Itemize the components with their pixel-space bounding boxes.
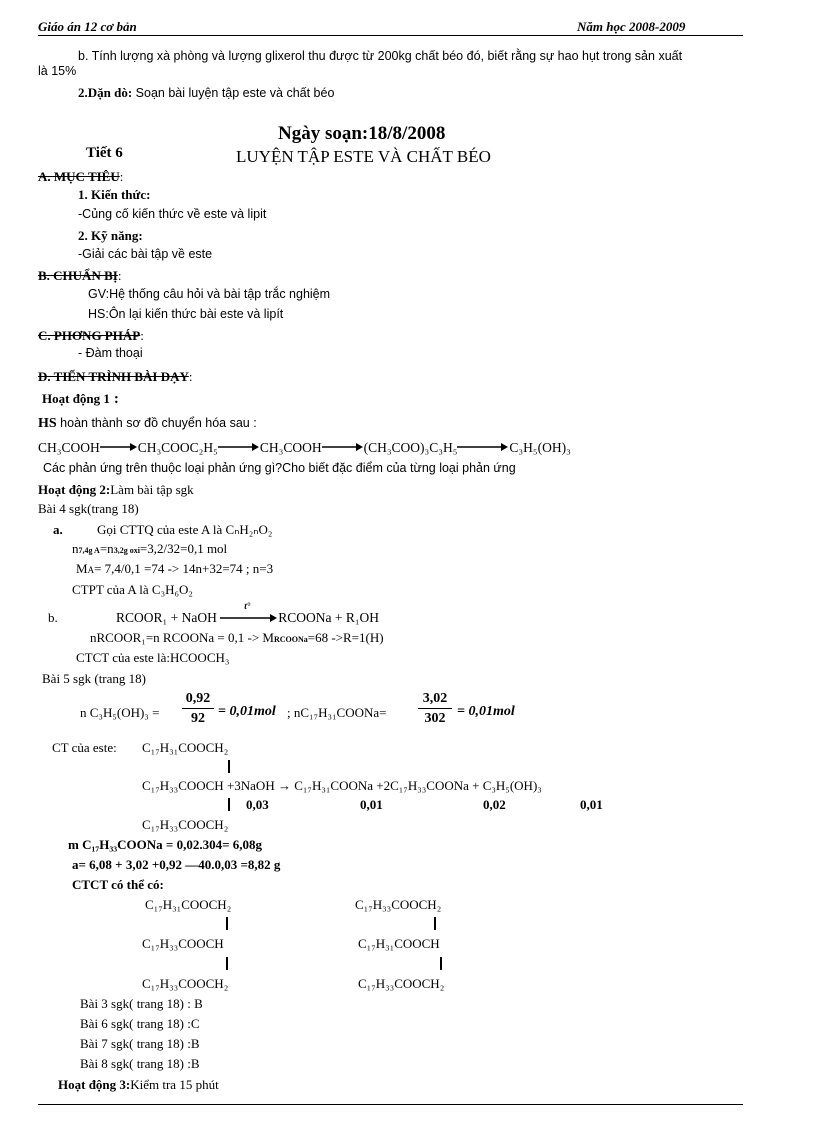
header-left: Giáo án 12 cơ bản bbox=[38, 19, 137, 34]
activity1-colon: : bbox=[113, 391, 119, 407]
molar-mass-calc: = 7,4/0,1 =74 -> 14n+32=74 ; n=3 bbox=[94, 561, 274, 576]
homework-line bbox=[78, 85, 334, 101]
homework-label: 2.Dặn dò: bbox=[78, 85, 133, 100]
exercise4-b-reaction bbox=[116, 601, 380, 625]
chain-item: CH₃COOH bbox=[38, 440, 100, 455]
section-a-title: A. MỤC TIÊU bbox=[38, 169, 120, 184]
arrow-icon bbox=[457, 442, 509, 452]
chain-item: C₃H₅(OH)₃ bbox=[509, 440, 571, 455]
m-subscript: A bbox=[87, 565, 95, 575]
header-right: Năm học 2008-2009 bbox=[577, 19, 686, 34]
n-salt-label: ; nC₁₇H₃₁COONa= bbox=[287, 705, 387, 720]
activity3-heading bbox=[58, 1077, 219, 1093]
exercise5-title: Bài 5 sgk (trang 18) bbox=[42, 671, 146, 686]
structure-left-row1: C₁₇H₃₁COOCH₂ bbox=[145, 897, 232, 912]
exercise4-b-line3: CTCT của este là:HCOOCH₃ bbox=[76, 650, 230, 665]
conversion-chain bbox=[38, 441, 571, 455]
mass-line: m C₁₇H₃₃COONa = 0,02.304= 6,08g bbox=[68, 837, 262, 852]
reaction-arrow bbox=[220, 601, 278, 622]
activity2-text: Làm bài tập sgk bbox=[110, 482, 194, 497]
n-salt-result: = 0,01mol bbox=[457, 704, 515, 719]
lesson-title: LUYỆN TẬP ESTE VÀ CHẤT BÉO bbox=[236, 147, 491, 166]
header-rule bbox=[38, 35, 743, 36]
bond-line bbox=[228, 798, 230, 811]
mole-value: 0,01 bbox=[580, 797, 603, 812]
mole-value: 0,01 bbox=[360, 797, 383, 812]
ester-row2-rhs: C₁₇H₃₁COONa +2C₁₇H₃₃COONa + C₃H₅(OH)₃ bbox=[294, 778, 542, 793]
structure-left-row2: C₁₇H₃₃COOCH bbox=[142, 936, 224, 951]
intro-b-line2: là 15% bbox=[38, 64, 77, 78]
arrow-icon bbox=[218, 442, 260, 452]
structure-right-row1: C₁₇H₃₃COOCH₂ bbox=[355, 897, 442, 912]
exercise4-b-label: b. bbox=[48, 610, 58, 625]
reaction-arrow-icon: → bbox=[277, 778, 291, 793]
section-b-gv: GV:Hệ thống câu hỏi và bài tập trắc nghiệm bbox=[88, 287, 331, 301]
reaction-lhs: RCOOR₁ + NaOH bbox=[116, 610, 217, 625]
ester-row2 bbox=[142, 779, 542, 792]
exercise4-b-line2 bbox=[90, 631, 384, 644]
section-c-text: - Đàm thoại bbox=[78, 346, 143, 360]
ester-row3: C₁₇H₃₃COOCH₂ bbox=[142, 817, 229, 832]
section-a-colon: : bbox=[119, 169, 124, 184]
section-c-colon: : bbox=[140, 328, 144, 343]
answer-item: Bài 7 sgk( trang 18) :B bbox=[80, 1036, 200, 1051]
exercise4-title: Bài 4 sgk(trang 18) bbox=[38, 501, 139, 516]
activity1-hs: HS bbox=[38, 416, 57, 431]
exercise4-a-line3 bbox=[76, 562, 273, 575]
a-line: a= 6,08 + 3,02 +0,92 —40.0,03 =8,82 g bbox=[72, 857, 281, 872]
fraction-numerator: 3,02 bbox=[418, 691, 452, 709]
activity2-label: Hoạt động 2: bbox=[38, 482, 111, 497]
ctct-label: CTCT có thể có: bbox=[72, 877, 164, 892]
exercise4-a-line1: Gọi CTTQ của este A là CₙH₂ₙO₂ bbox=[97, 522, 273, 537]
mole-value: 0,02 bbox=[483, 797, 506, 812]
section-c bbox=[38, 328, 144, 344]
arrow-icon bbox=[322, 442, 364, 452]
exercise4-a-line2 bbox=[72, 542, 227, 555]
section-d bbox=[38, 369, 192, 385]
lesson-period: Tiết 6 bbox=[86, 145, 123, 161]
activity1-instruction bbox=[38, 415, 257, 431]
activity1-text: hoàn thành sơ đồ chuyển hóa sau : bbox=[56, 416, 257, 430]
section-a1-title: 1. Kiến thức: bbox=[78, 187, 151, 202]
section-d-title: D. TIẾN TRÌNH BÀI DẠY bbox=[38, 369, 189, 384]
ester-label: CT của este: bbox=[52, 740, 117, 755]
arrow-icon bbox=[220, 613, 278, 623]
section-c-title: C. PHƠNG PHÁP bbox=[38, 328, 141, 343]
footer-rule bbox=[38, 1104, 743, 1105]
activity3-label: Hoạt động 3: bbox=[58, 1077, 131, 1092]
chain-item: CH₃COOC₂H₅ bbox=[137, 440, 218, 455]
fraction-glycerol bbox=[182, 691, 214, 727]
section-a2-text: -Giải các bài tập về este bbox=[78, 247, 213, 261]
answer-item: Bài 8 sgk( trang 18) :B bbox=[80, 1056, 200, 1071]
n-subscript-oxi: 3,2g oxi bbox=[113, 546, 140, 555]
fraction-denominator: 302 bbox=[424, 711, 446, 726]
section-d-colon: : bbox=[188, 369, 193, 384]
chain-item: (CH₃COO)₃C₃H₅ bbox=[363, 440, 458, 455]
n-glycerol-label: n C₃H₅(OH)₃ = bbox=[80, 705, 160, 720]
temperature-label: t° bbox=[244, 601, 251, 611]
section-a bbox=[38, 169, 123, 185]
mol-relation: nRCOOR₁=n RCOONa = 0,1 -> M bbox=[90, 630, 274, 645]
section-b-title: B. CHUẨN BỊ bbox=[38, 268, 118, 283]
fraction-denominator: 92 bbox=[191, 711, 205, 726]
structure-right-row3: C₁₇H₃₃COOCH₂ bbox=[358, 976, 445, 991]
arrow-icon bbox=[100, 442, 138, 452]
fraction-numerator: 0,92 bbox=[182, 691, 214, 709]
m-symbol: M bbox=[76, 561, 88, 576]
r-result: =68 ->R=1(H) bbox=[307, 630, 384, 645]
fraction-salt bbox=[418, 691, 452, 727]
activity1-heading bbox=[42, 391, 119, 407]
mole-value: 0,03 bbox=[246, 797, 269, 812]
structure-right-row2: C₁₇H₃₁COOCH bbox=[358, 936, 440, 951]
n-subscript: 7,4g A bbox=[78, 546, 100, 555]
bond-line bbox=[440, 957, 442, 970]
activity1-question: Các phản ứng trên thuộc loại phản ứng gì?Cho biết đặc điểm của từng loại phản ứng bbox=[43, 461, 516, 475]
activity2-heading bbox=[38, 482, 194, 498]
homework-text: Soạn bài luyện tập este và chất béo bbox=[132, 86, 335, 100]
bond-line bbox=[226, 957, 228, 970]
reaction-rhs: RCOONa + R₁OH bbox=[278, 610, 380, 625]
lesson-date: Ngày soạn:18/8/2008 bbox=[278, 123, 446, 144]
bond-line bbox=[226, 917, 228, 930]
section-a1-text: -Củng cố kiến thức về este và lipit bbox=[78, 207, 267, 221]
activity3-text: Kiểm tra 15 phút bbox=[130, 1077, 219, 1092]
section-b-hs: HS:Ôn lại kiến thức bài este và lipít bbox=[88, 307, 284, 321]
section-b-colon: : bbox=[117, 268, 122, 283]
bond-line bbox=[228, 760, 230, 773]
ester-row1: C₁₇H₃₁COOCH₂ bbox=[142, 740, 229, 755]
answer-item: Bài 6 sgk( trang 18) :C bbox=[80, 1016, 200, 1031]
mol-result: =3,2/32=0,1 mol bbox=[139, 541, 228, 556]
intro-b-line1: b. Tính lượng xà phòng và lượng glixerol thu được từ 200kg chất béo đó, biết rằng sự hao hụt trong sản xuất bbox=[78, 49, 683, 63]
structure-left-row3: C₁₇H₃₃COOCH₂ bbox=[142, 976, 229, 991]
chain-item: CH₃COOH bbox=[259, 440, 322, 455]
exercise4-a-label: a. bbox=[53, 522, 63, 537]
section-a2-title: 2. Kỹ năng: bbox=[78, 228, 143, 243]
section-b bbox=[38, 268, 121, 284]
m-subscript-rcoona: RCOONa bbox=[273, 635, 308, 644]
ester-row2-lhs: C₁₇H₃₃COOCH +3NaOH bbox=[142, 778, 275, 793]
n-glycerol-result: = 0,01mol bbox=[218, 704, 276, 719]
bond-line bbox=[434, 917, 436, 930]
n-symbol: n bbox=[72, 541, 79, 556]
equals-n: =n bbox=[99, 541, 114, 556]
answer-item: Bài 3 sgk( trang 18) : B bbox=[80, 996, 203, 1011]
exercise4-a-line4: CTPT của A là C₃H₆O₂ bbox=[72, 582, 193, 597]
activity1-label: Hoạt động 1 bbox=[42, 391, 110, 406]
